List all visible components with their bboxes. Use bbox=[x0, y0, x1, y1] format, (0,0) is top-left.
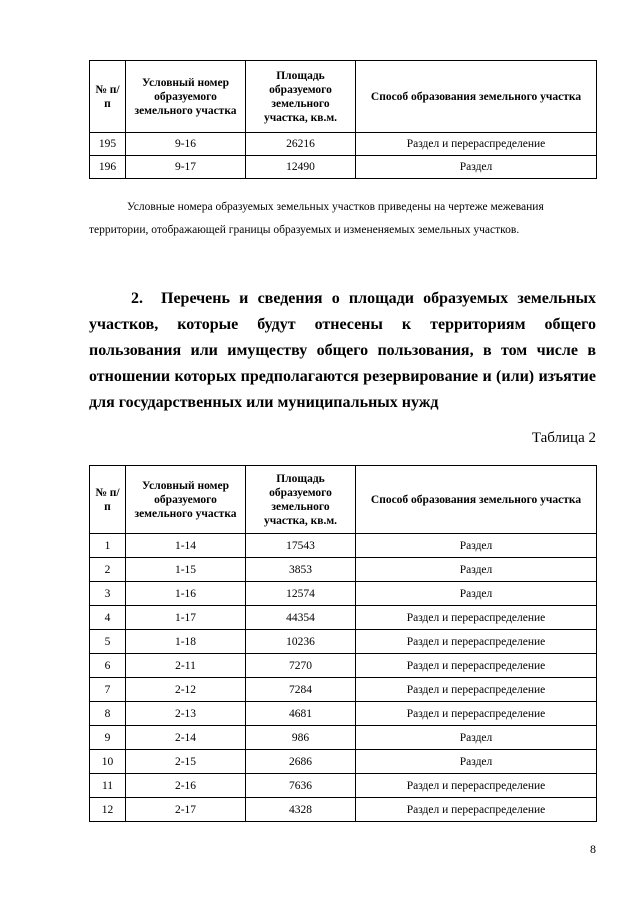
header-method: Способ образования земельного участка bbox=[356, 466, 597, 534]
table-row bbox=[90, 630, 597, 654]
cell-number: 12 bbox=[90, 798, 126, 822]
table-row bbox=[90, 750, 597, 774]
cell-area: 7284 bbox=[246, 678, 356, 702]
cell-method: Раздел bbox=[356, 750, 597, 774]
header-plot-id: Условный номер образуемого земельного участка bbox=[126, 61, 246, 133]
cell-method: Раздел bbox=[356, 558, 597, 582]
header-method: Способ образования земельного участка bbox=[356, 61, 597, 133]
table-row bbox=[90, 534, 597, 558]
cell-area: 3853 bbox=[246, 558, 356, 582]
section-title: Перечень и сведения о площади образуемых земельных участков, которые будут отнесены к территориям общего пользования или имуществу общего пользования, в том числе в отношении которых предполагаются резервирование и (или) изъятие для государственных или муниципальных нужд bbox=[89, 290, 596, 411]
table-row bbox=[90, 798, 597, 822]
cell-method: Раздел bbox=[356, 534, 597, 558]
table-caption: Таблица 2 bbox=[531, 430, 596, 446]
cell-area: 12490 bbox=[246, 156, 356, 179]
table-header-row bbox=[90, 61, 597, 133]
cell-plot-id: 1-16 bbox=[126, 582, 246, 606]
cell-number: 8 bbox=[90, 702, 126, 726]
cell-plot-id: 1-17 bbox=[126, 606, 246, 630]
cell-number: 11 bbox=[90, 774, 126, 798]
table-row bbox=[90, 606, 597, 630]
cell-number: 4 bbox=[90, 606, 126, 630]
page-number: 8 bbox=[590, 842, 596, 856]
cell-method: Раздел и перераспределение bbox=[356, 630, 597, 654]
header-number: № п/п bbox=[90, 61, 126, 133]
cell-method: Раздел и перераспределение bbox=[356, 798, 597, 822]
header-number: № п/п bbox=[90, 466, 126, 534]
cell-area: 44354 bbox=[246, 606, 356, 630]
cell-plot-id: 2-11 bbox=[126, 654, 246, 678]
cell-number: 3 bbox=[90, 582, 126, 606]
cell-area: 4328 bbox=[246, 798, 356, 822]
cell-number: 195 bbox=[90, 133, 126, 156]
section-heading bbox=[89, 286, 596, 416]
cell-plot-id: 2-14 bbox=[126, 726, 246, 750]
cell-area: 26216 bbox=[246, 133, 356, 156]
table-row bbox=[90, 582, 597, 606]
cell-method: Раздел и перераспределение bbox=[356, 702, 597, 726]
header-plot-id: Условный номер образуемого земельного участка bbox=[126, 466, 246, 534]
cell-area: 2686 bbox=[246, 750, 356, 774]
table-row bbox=[90, 774, 597, 798]
note-paragraph: Условные номера образуемых земельных участков приведены на чертеже межевания территории, отображающей границы образуемых и измененяемых земельных участков. bbox=[89, 201, 544, 236]
header-area: Площадь образуемого земельного участка, кв.м. bbox=[246, 466, 356, 534]
cell-number: 196 bbox=[90, 156, 126, 179]
cell-area: 12574 bbox=[246, 582, 356, 606]
table-row bbox=[90, 558, 597, 582]
cell-number: 10 bbox=[90, 750, 126, 774]
cell-method: Раздел и перераспределение bbox=[356, 678, 597, 702]
cell-area: 7636 bbox=[246, 774, 356, 798]
cell-number: 1 bbox=[90, 534, 126, 558]
cell-method: Раздел bbox=[356, 582, 597, 606]
cell-number: 9 bbox=[90, 726, 126, 750]
cell-plot-id: 1-15 bbox=[126, 558, 246, 582]
cell-area: 17543 bbox=[246, 534, 356, 558]
cell-area: 10236 bbox=[246, 630, 356, 654]
table-row bbox=[90, 654, 597, 678]
table-row bbox=[90, 156, 597, 179]
cell-method: Раздел и перераспределение bbox=[356, 133, 597, 156]
table-row bbox=[90, 702, 597, 726]
cell-plot-id: 2-16 bbox=[126, 774, 246, 798]
table-row bbox=[90, 726, 597, 750]
section-number: 2. bbox=[131, 290, 143, 307]
table-header-row bbox=[90, 466, 597, 534]
cell-plot-id: 2-15 bbox=[126, 750, 246, 774]
table-row bbox=[90, 678, 597, 702]
cell-method: Раздел bbox=[356, 726, 597, 750]
cell-area: 4681 bbox=[246, 702, 356, 726]
cell-number: 2 bbox=[90, 558, 126, 582]
cell-area: 7270 bbox=[246, 654, 356, 678]
cell-plot-id: 2-12 bbox=[126, 678, 246, 702]
cell-plot-id: 2-17 bbox=[126, 798, 246, 822]
cell-method: Раздел и перераспределение bbox=[356, 774, 597, 798]
cell-number: 5 bbox=[90, 630, 126, 654]
cell-plot-id: 1-14 bbox=[126, 534, 246, 558]
cell-method: Раздел bbox=[356, 156, 597, 179]
cell-plot-id: 1-18 bbox=[126, 630, 246, 654]
land-plots-table-continued bbox=[89, 60, 597, 179]
cell-number: 7 bbox=[90, 678, 126, 702]
cell-method: Раздел и перераспределение bbox=[356, 606, 597, 630]
table-row bbox=[90, 133, 597, 156]
public-land-plots-table bbox=[89, 465, 597, 822]
cell-area: 986 bbox=[246, 726, 356, 750]
cell-number: 6 bbox=[90, 654, 126, 678]
cell-plot-id: 9-16 bbox=[126, 133, 246, 156]
header-area: Площадь образуемого земельного участка, кв.м. bbox=[246, 61, 356, 133]
cell-plot-id: 9-17 bbox=[126, 156, 246, 179]
cell-plot-id: 2-13 bbox=[126, 702, 246, 726]
cell-method: Раздел и перераспределение bbox=[356, 654, 597, 678]
